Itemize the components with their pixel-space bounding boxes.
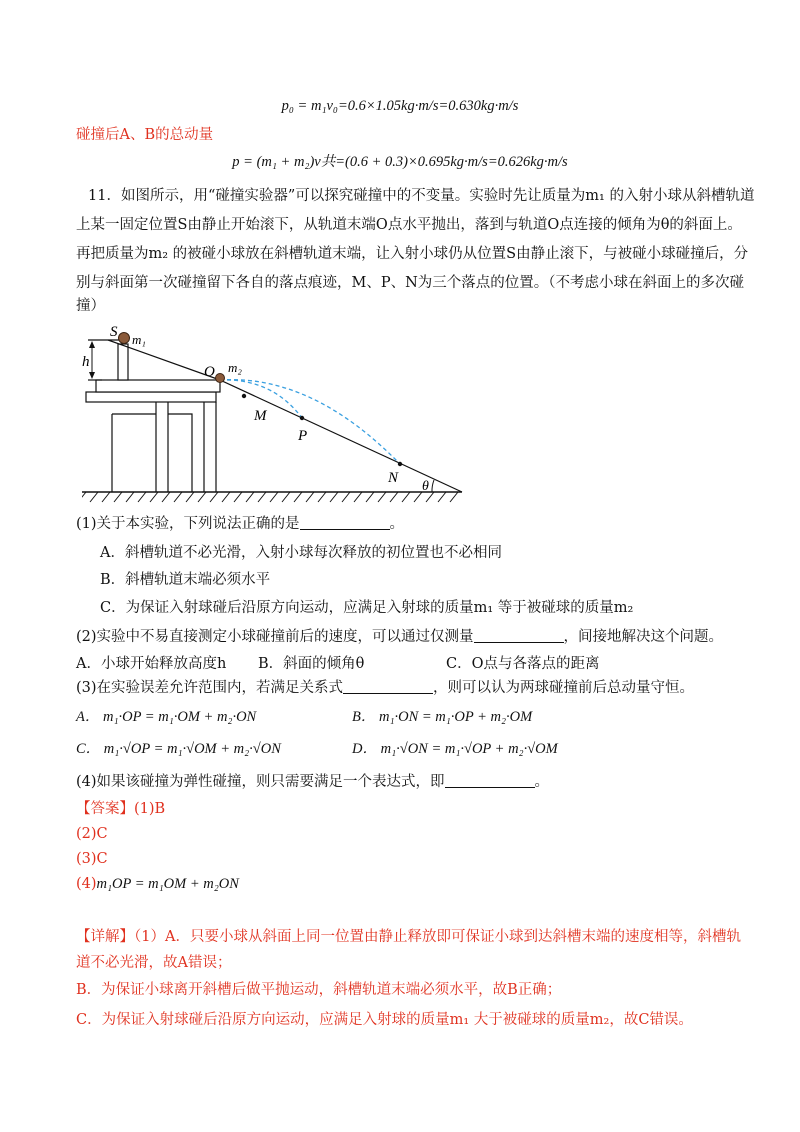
sub2-stem-end: ，间接地解决这个问题。 [563,629,724,645]
question-11-line-1: 11．如图所示，用“碰撞实验器”可以探究碰撞中的不变量。实验时先让质量为m₁ 的入射小球从斜槽轨道 [88,188,755,204]
after-collision-heading: 碰撞后A、B的总动量 [76,127,214,143]
sub3-stem: (3)在实验误差允许范围内，若满足关系式 [76,680,344,696]
question-11-line-2: 上某一固定位置S由静止开始滚下，从轨道末端O点水平抛出，落到与轨道O点连接的倾角为θ的斜面上。 [76,217,742,233]
incline-surface [220,380,462,492]
incident-ball-m1 [119,333,130,344]
sub-question-2 [76,627,723,647]
momentum-after-equation: p = (m₁ + m₂)v共=(0.6 + 0.3)×0.695kg·m/s=0.626kg·m/s [232,154,568,170]
detail-line-3: B．为保证小球离开斜槽后做平抛运动，斜槽轨道末端必须水平，故B正确； [76,982,562,998]
sub2-answer-blank [474,628,564,643]
sub3-option-B: B． m₁·ON = m₁·OP + m₂·OM [352,709,533,725]
ground-hatching [82,492,458,502]
detail-line-2: 道不必光滑，故A错误； [76,955,232,971]
target-ball-m2 [216,374,225,383]
release-post [118,344,128,380]
answer-2: (2)C [76,826,108,842]
label-S: S [110,324,118,340]
label-O: O [204,364,215,380]
detail-line-1: 【详解】（1）A．只要小球从斜面上同一位置由静止释放即可保证小球到达斜槽末端的速度相等，斜槽轨 [76,929,741,945]
answer-1: (1)B [134,801,166,817]
landing-point-M [242,394,246,398]
label-N: N [388,470,399,486]
momentum-before-equation: p₀ = m₁v₀=0.6×1.05kg·m/s=0.630kg·m/s [281,98,519,114]
sub-question-3 [76,678,694,698]
sub4-stem-end: 。 [534,774,550,790]
label-M: M [254,408,267,424]
detail-line-4: C．为保证入射球碰后沿原方向运动，应满足入射球的质量m₁ 大于被碰球的质量m₂，故C错误。 [76,1012,693,1028]
sub4-stem: (4)如果该碰撞为弹性碰撞，则只需要满足一个表达式，即 [76,774,445,790]
sub-question-1 [76,514,404,534]
angle-arc [432,480,434,492]
label-h: h [82,354,90,370]
sub3-option-A: A． m₁·OP = m₁·OM + m₂·ON [76,709,257,725]
question-11-line-4: 别与斜面第一次碰撞留下各自的落点痕迹，M、P、N为三个落点的位置。（不考虑小球在斜面上的多次碰 [76,275,745,291]
answer-line-1 [76,799,165,819]
answer-3: (3)C [76,851,108,867]
sub-question-4 [76,772,549,792]
sub3-option-D: D． m₁·√ON = m₁·√OP + m₂·√OM [352,741,558,757]
sub1-stem: (1)关于本实验，下列说法正确的是 [76,516,300,532]
sub4-answer-blank [445,773,535,788]
label-theta: θ [422,479,429,494]
table-top [86,392,216,402]
apparatus-svg [82,322,466,506]
landing-point-P [300,416,304,420]
sub3-stem-end: ，则可以认为两球碰撞前后总动量守恒。 [433,680,695,696]
answer-4-number: (4) [76,876,97,892]
sub1-option-B: B．斜槽轨道末端必须水平 [100,572,271,588]
sub2-option-B: B．斜面的倾角θ [258,656,365,672]
sub2-stem: (2)实验中不易直接测定小球碰撞前后的速度，可以通过仅测量 [76,629,474,645]
sub2-option-A: A．小球开始释放高度h [76,656,227,672]
sub1-option-C: C．为保证入射球碰后沿原方向运动，应满足入射球的质量m₁ 等于被碰球的质量m₂ [100,600,634,616]
question-11-line-3: 再把质量为m₂ 的被碰小球放在斜槽轨道末端，让入射小球仍从位置S由静止滚下，与被碰小球碰撞后，分 [76,246,749,262]
sub1-option-A: A．斜槽轨道不必光滑，入射小球每次释放的初位置也不必相同 [100,545,502,561]
collision-apparatus-diagram [82,322,466,506]
chute-base [96,380,220,392]
question-11-line-5: 撞） [76,298,105,314]
answer-4-expression: m₁OP = m₁OM + m₂ON [96,876,239,892]
label-P: P [298,428,308,444]
answer-line-4 [76,874,239,894]
sub1-stem-end: 。 [389,516,405,532]
sub3-option-C: C． m₁·√OP = m₁·√OM + m₂·√ON [76,741,281,757]
answer-tag: 【答案】 [76,801,134,817]
landing-point-N [398,462,402,466]
sub3-answer-blank [343,679,433,694]
sub2-option-C: C．O点与各落点的距离 [446,656,600,672]
label-m2: m₂ [228,360,242,375]
sub1-answer-blank [300,515,390,530]
label-m1: m₁ [132,332,146,347]
